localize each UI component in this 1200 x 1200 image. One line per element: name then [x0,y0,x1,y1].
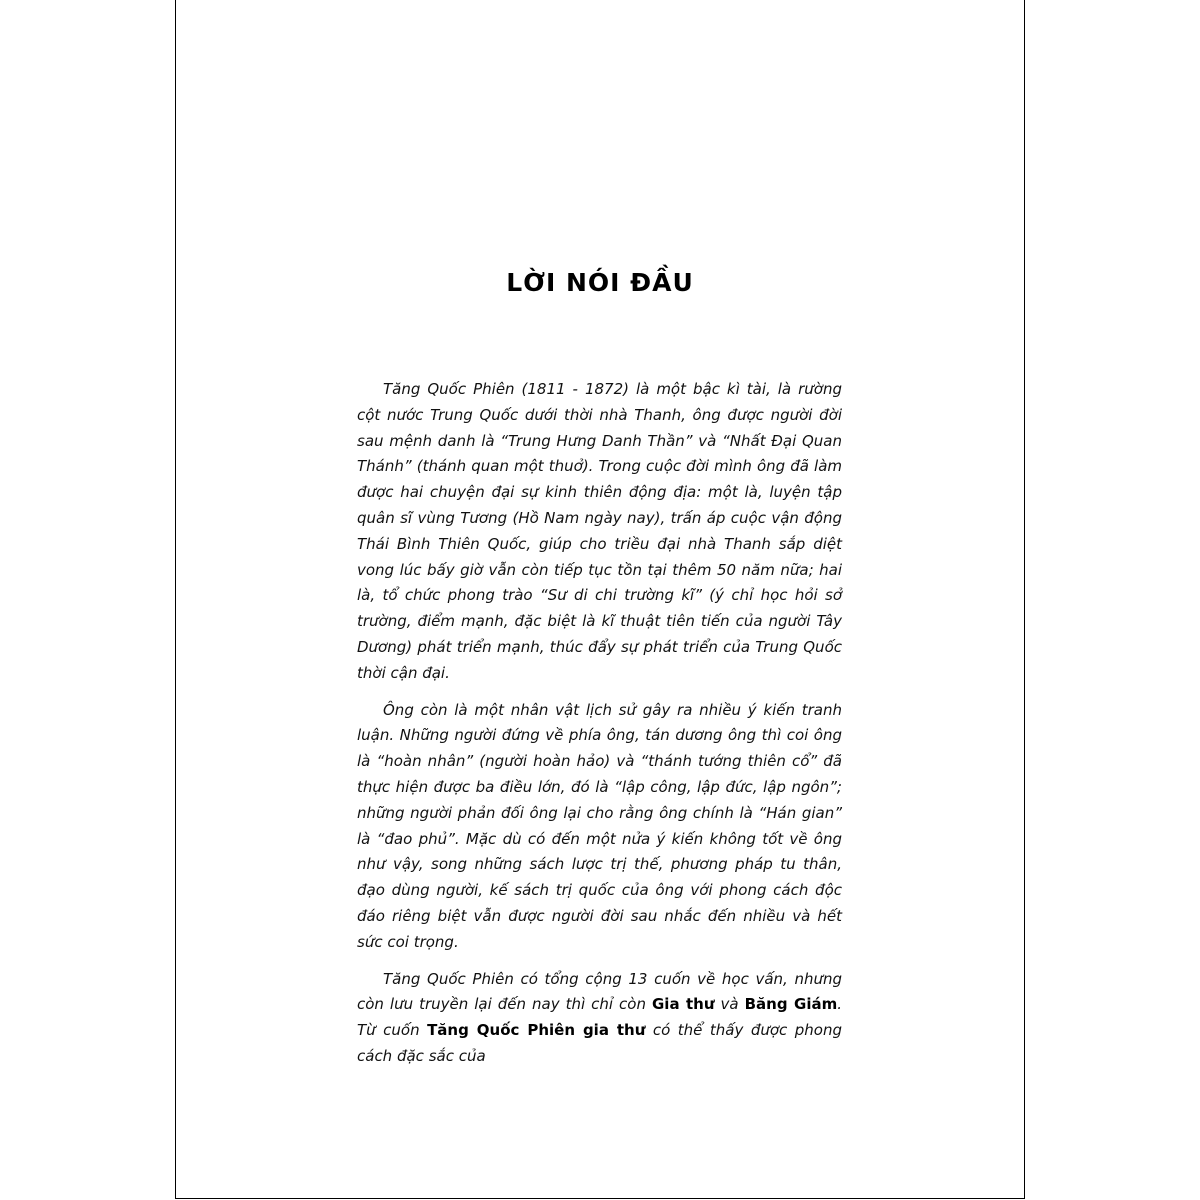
bold-term-bang-giam: Băng Giám [744,995,838,1014]
page-title: LỜI NÓI ĐẦU [506,268,694,297]
paragraph-3 [357,967,842,1070]
bold-term-book-title: Tăng Quốc Phiên gia thư [427,1021,646,1040]
paragraph-2: Ông còn là một nhân vật lịch sử gây ra nhiều ý kiến tranh luận. Những người đứng về phía ông, tán dương ông thì coi ông là “hoàn nhân” (người hoàn hảo) và “thánh tướng thiên cổ” đã thực hiện được ba điều lớn, đó là “lập công, lập đức, lập ngôn”; những người phản đối ông lại cho rằng ông chính là “Hán gian” là “đao phủ”. Mặc dù có đến một nửa ý kiến không tốt về ông như vậy, song những sách lược trị thế, phương pháp tu thân, đạo dùng người, kế sách trị quốc của ông với phong cách độc đáo riêng biệt vẫn được người đời sau nhắc đến nhiều và hết sức coi trọng. [357,700,842,951]
book-page [175,0,1025,1199]
paragraph-3-text: và [714,995,745,1014]
paragraph-3-text: Tăng Quốc Phiên có tổng cộng 13 cuốn về học vấn, nhưng còn lưu truyền lại đến nay thì chỉ còn [357,969,842,1014]
body-text [357,377,842,1081]
paragraph-1: Tăng Quốc Phiên (1811 - 1872) là một bậc kì tài, là rường cột nước Trung Quốc dưới thời nhà Thanh, ông được người đời sau mệnh danh là “Trung Hưng Danh Thần” và “Nhất Đại Quan Thánh” (thánh quan một thuở). Trong cuộc đời mình ông đã làm được hai chuyện đại sự kinh thiên động địa: một là, luyện tập quân sĩ vùng Tương (Hồ Nam ngày nay), trấn áp cuộc vận động Thái Bình Thiên Quốc, giúp cho triều đại nhà Thanh sắp diệt vong lúc bấy giờ vẫn còn tiếp tục tồn tại thêm 50 năm nữa; hai là, tổ chức phong trào “Sư di chi trường kĩ” (ý chỉ học hỏi sở trường, điểm mạnh, đặc biệt là kĩ thuật tiên tiến của người Tây Dương) phát triển mạnh, thúc đẩy sự phát triển của Trung Quốc thời cận đại. [357,380,842,682]
bold-term-gia-thu: Gia thư [651,995,715,1014]
paragraph-3-text: . Từ cuốn [357,995,843,1040]
paragraph-3-text: có thể thấy được phong cách đặc sắc của [357,1021,842,1065]
